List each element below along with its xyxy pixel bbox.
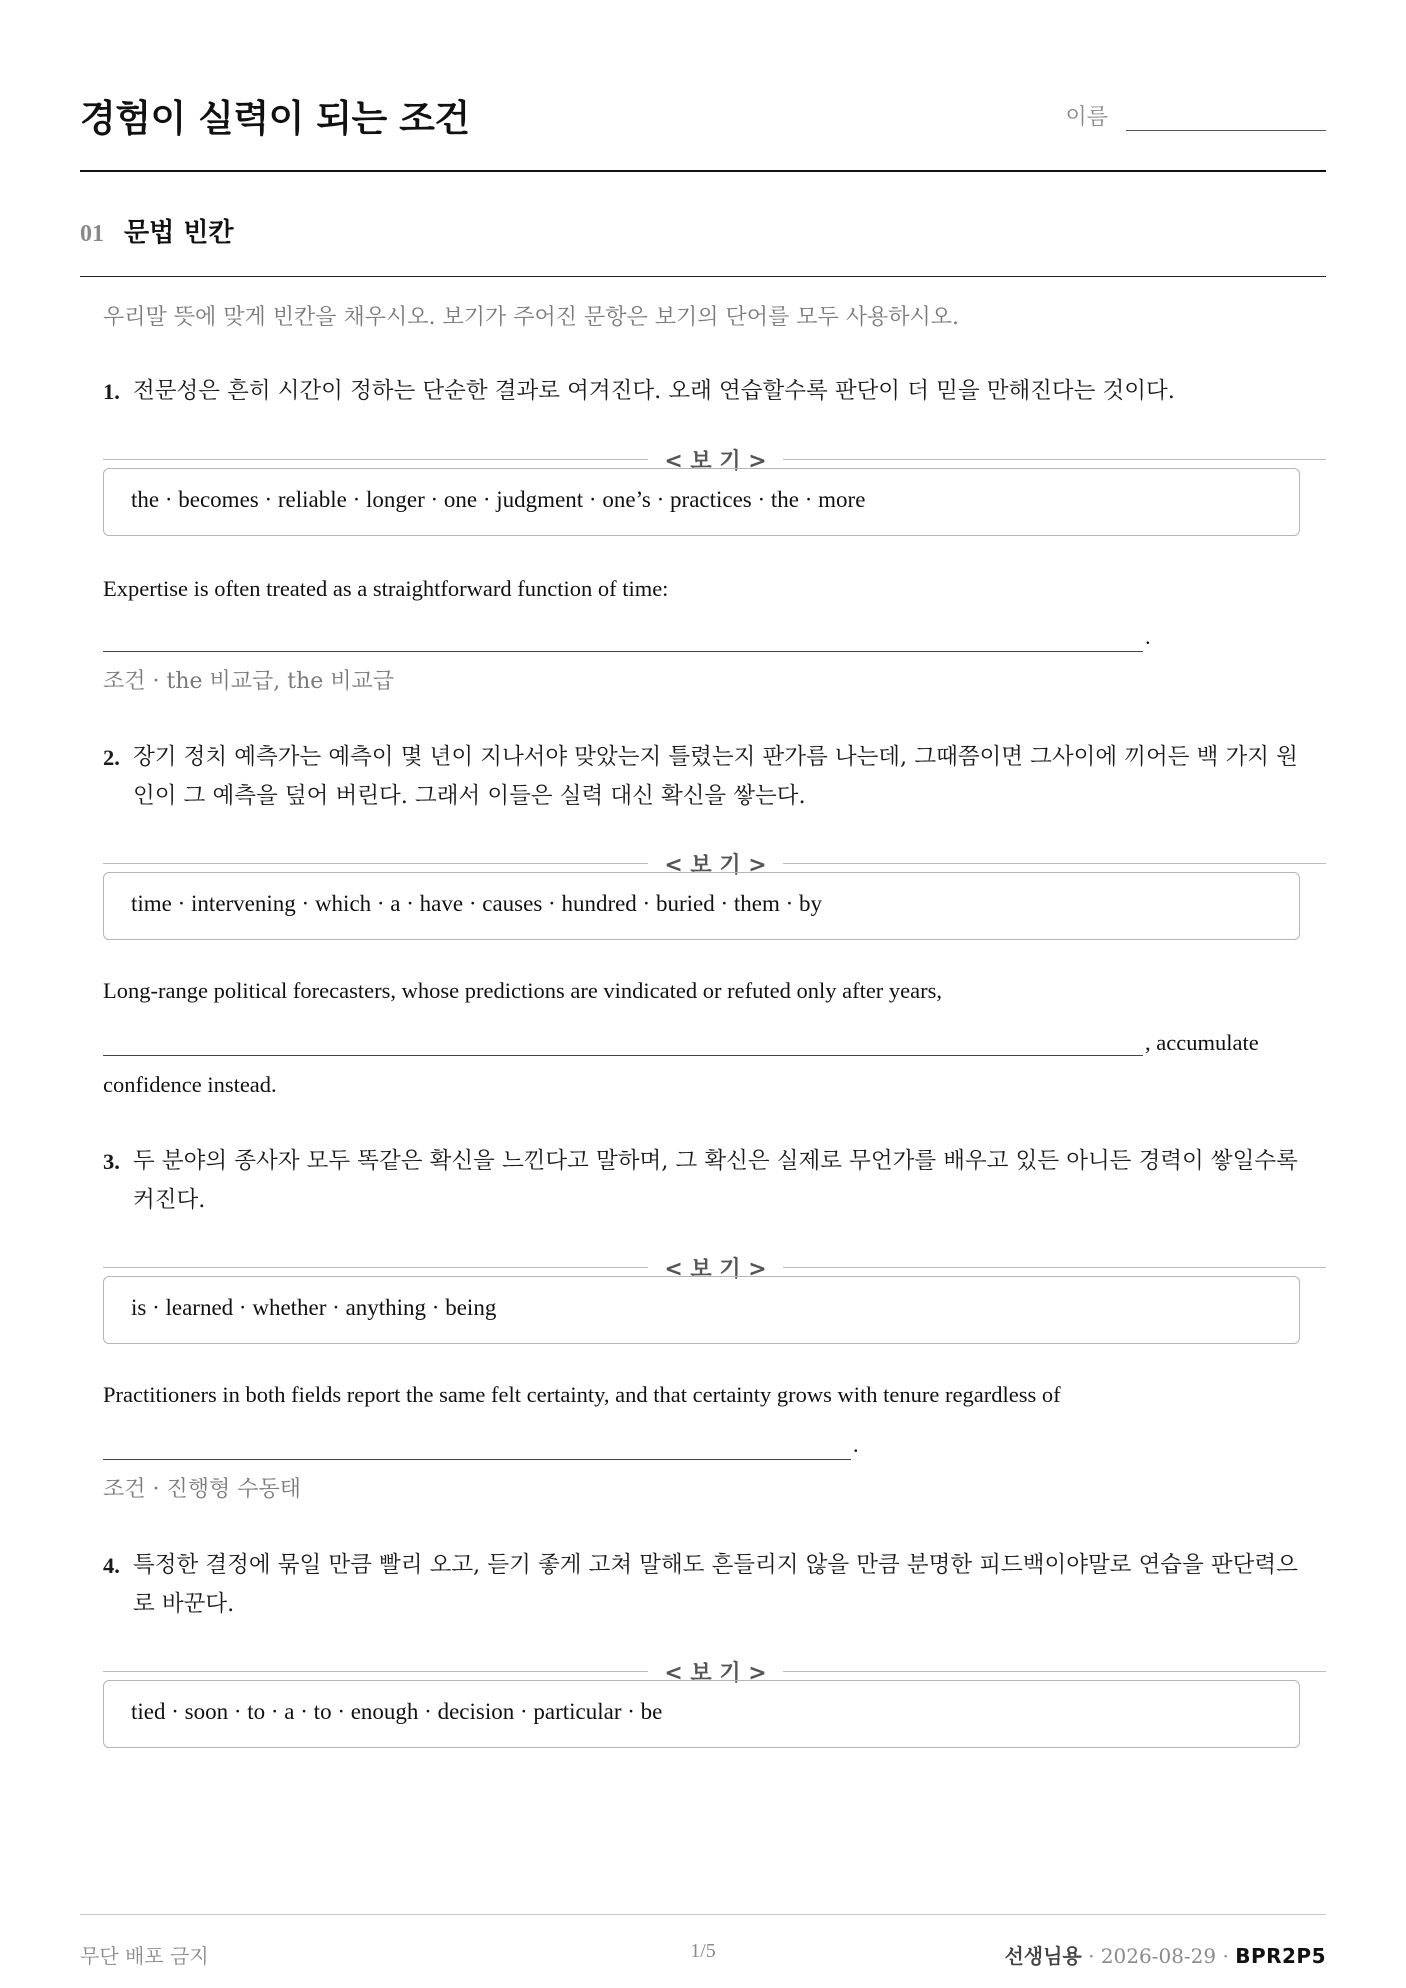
korean-line: 두 분야의 종사자 모두 똑같은 확신을 느낀다고 말하며, 그 확신은 실제로 무언가를 배우고 있든 아니든 경력이 쌓일수록	[133, 1148, 1298, 1174]
question-korean	[103, 738, 1326, 816]
question-number: 2.	[103, 745, 120, 770]
worksheet-page	[80, 0, 1326, 1988]
after-blank-text: , accumulate	[1145, 1030, 1259, 1055]
word-bank: is · learned · whether · anything · being	[131, 1295, 497, 1320]
english-sentence: Practitioners in both fields report the same felt certainty, and that certainty grows with tenure regardless of	[103, 1382, 1061, 1407]
bogi-label: < 보 기 >	[664, 1257, 767, 1282]
condition-text: 조건 · 진행형 수동태	[103, 1477, 301, 1502]
korean-line: 로 바꾼다.	[133, 1591, 235, 1617]
question-korean	[103, 1546, 1326, 1624]
english-sentence: Long-range political forecasters, whose predictions are vindicated or refuted only after years,	[103, 978, 943, 1003]
footer-code: BPR2P5	[1235, 1944, 1326, 1968]
footer-meta	[1004, 1940, 1326, 1969]
korean-line: 인이 그 예측을 덮어 버린다. 그래서 이들은 실력 대신 확신을 쌓는다.	[133, 783, 806, 809]
question-2	[103, 738, 1326, 1097]
footer-role: 선생님용	[1004, 1944, 1082, 1968]
after-blank-text: .	[853, 1432, 859, 1457]
english-sentence-cont: confidence instead.	[103, 1072, 277, 1097]
answer-blank[interactable]	[103, 651, 1143, 652]
bogi-label: < 보 기 >	[664, 449, 767, 474]
bogi-rule-left	[103, 1267, 648, 1268]
word-bank: time · intervening · which · a · have · causes · hundred · buried · them · by	[131, 891, 823, 916]
question-number: 4.	[103, 1553, 120, 1578]
answer-blank[interactable]	[103, 1459, 851, 1460]
instruction-text: 우리말 뜻에 맞게 빈칸을 채우시오. 보기가 주어진 문항은 보기의 단어를 모두 사용하시오.	[103, 305, 959, 330]
question-3	[103, 1142, 1326, 1502]
question-korean	[103, 1142, 1326, 1220]
name-blank-line[interactable]	[1126, 104, 1326, 131]
bogi-rule-left	[103, 863, 648, 864]
page-number: 1/5	[690, 1940, 716, 1962]
question-number: 1.	[103, 379, 120, 404]
worksheet-title: 경험이 실력이 되는 조건	[80, 97, 470, 140]
name-label: 이름	[1065, 105, 1108, 130]
section-divider	[80, 276, 1326, 277]
section-number: 01	[80, 221, 104, 247]
answer-blank[interactable]	[103, 1055, 1143, 1056]
after-blank-text: .	[1145, 624, 1151, 649]
section-heading	[80, 212, 234, 248]
question-korean	[103, 372, 1326, 411]
korean-line: 커진다.	[133, 1187, 206, 1213]
question-number: 3.	[103, 1149, 120, 1174]
bogi-label: < 보 기 >	[664, 1661, 767, 1686]
footer-notice: 무단 배포 금지	[80, 1944, 209, 1968]
bogi-rule-left	[103, 1671, 648, 1672]
question-1	[103, 372, 1326, 694]
korean-line: 특정한 결정에 묶일 만큼 빨리 오고, 듣기 좋게 고쳐 말해도 흔들리지 않을 만큼 분명한 피드백이야말로 연습을 판단력으	[133, 1552, 1298, 1578]
question-4	[103, 1546, 1326, 1724]
word-bank-box	[103, 1276, 1300, 1344]
bogi-rule-right	[783, 459, 1326, 460]
header	[80, 88, 1326, 140]
footer-separator: ·	[1088, 1944, 1095, 1968]
footer-separator: ·	[1222, 1944, 1229, 1968]
word-bank: the · becomes · reliable · longer · one · judgment · one’s · practices · the · more	[131, 487, 866, 512]
bogi-rule-left	[103, 459, 648, 460]
footer-divider	[80, 1914, 1326, 1915]
korean-line: 장기 정치 예측가는 예측이 몇 년이 지나서야 맞았는지 틀렸는지 판가름 나는데, 그때쯤이면 그사이에 끼어든 백 가지 원	[133, 744, 1298, 770]
footer-date: 2026-08-29	[1100, 1944, 1217, 1968]
word-bank-box	[103, 468, 1300, 536]
bogi-rule-right	[783, 1671, 1326, 1672]
name-field	[1065, 100, 1326, 131]
header-divider	[80, 170, 1326, 172]
korean-line: 전문성은 흔히 시간이 정하는 단순한 결과로 여겨진다. 오래 연습할수록 판단이 더 믿을 만해진다는 것이다.	[133, 378, 1175, 404]
bogi-label: < 보 기 >	[664, 853, 767, 878]
section-title: 문법 빈칸	[124, 218, 234, 248]
bogi-rule-right	[783, 1267, 1326, 1268]
word-bank-box	[103, 1680, 1300, 1748]
english-sentence: Expertise is often treated as a straightforward function of time:	[103, 576, 669, 601]
condition-text: 조건 · the 비교급, the 비교급	[103, 669, 395, 694]
word-bank-box	[103, 872, 1300, 940]
word-bank: tied · soon · to · a · to · enough · decision · particular · be	[131, 1699, 663, 1724]
bogi-rule-right	[783, 863, 1326, 864]
